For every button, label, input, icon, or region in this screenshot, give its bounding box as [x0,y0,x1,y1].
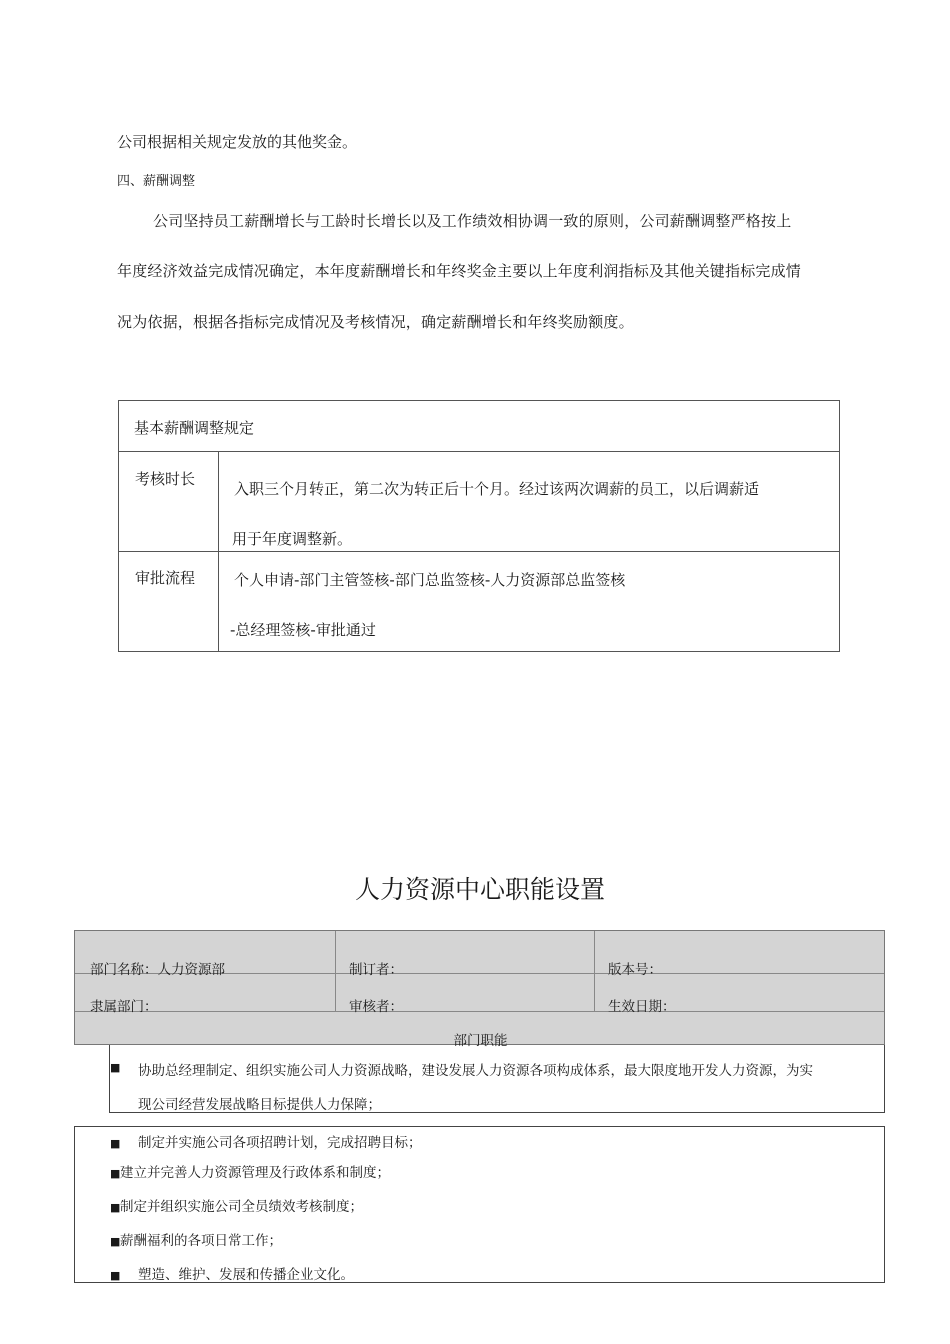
paragraph-line-1: 公司坚持员工薪酬增长与工龄时长增长以及工作绩效相协调一致的原则，公司薪酬调整严格按上 [153,212,792,230]
table-divider [75,1011,884,1012]
functions-header: 部门职能 [453,1033,508,1049]
function-item-4 [110,1195,363,1215]
review-period-line-1: 入职三个月转正，第二次为转正后十个月。经过该两次调薪的员工，以后调薪适 [234,480,760,498]
bullet-icon: ■ [110,1235,121,1248]
function-item-4-text: 制定并组织实施公司全员绩效考核制度； [120,1199,363,1215]
row-label-approval-flow: 审批流程 [135,569,196,587]
bullet-icon: ■ [110,1137,121,1150]
bullet-icon: ■ [110,1201,121,1214]
function-item-6-text: 塑造、维护、发展和传播企业文化。 [138,1267,354,1283]
approval-flow-line-1: 个人申请-部门主管签核-部门总监签核-人力资源部总监签核 [234,571,626,589]
approval-flow-line-2: -总经理签核-审批通过 [230,621,376,639]
table-divider [335,931,336,1011]
function-item-5-text: 薪酬福利的各项日常工作； [120,1233,282,1249]
function-item-1-line-1: 协助总经理制定、组织实施公司人力资源战略，建设发展人力资源各项构成体系，最大限度地开发人力资源，为实 [138,1063,813,1079]
author-label: 制订者： [349,962,403,978]
function-item-2 [110,1131,422,1151]
function-item-3 [110,1161,390,1181]
function-box-primary [109,1045,885,1113]
table-divider [594,931,595,1011]
function-item-1-line-2: 现公司经营发展战略目标提供人力保障； [138,1097,381,1113]
dept-name-label: 部门名称：人力资源部 [90,962,225,978]
table-header: 基本薪酬调整规定 [134,419,255,437]
department-info-table [74,930,885,1049]
function-item-5 [110,1229,282,1249]
review-period-line-2: 用于年度调整新。 [232,530,353,548]
function-box-list [74,1126,885,1283]
table-divider [119,451,839,452]
bullet-icon: ■ [110,1167,121,1180]
intro-line: 公司根据相关规定发放的其他奖金。 [117,133,358,151]
effective-date-label: 生效日期： [608,999,676,1015]
hr-center-title: 人力资源中心职能设置 [354,875,605,904]
function-item-6 [110,1263,354,1283]
bullet-icon: ■ [110,1061,121,1074]
section-heading: 四、薪酬调整 [117,174,196,189]
parent-dept-label: 隶属部门： [90,999,158,1015]
table-divider [119,551,839,552]
version-label: 版本号： [608,962,662,978]
paragraph-line-2: 年度经济效益完成情况确定，本年度薪酬增长和年终奖金主要以上年度利润指标及其他关键指标完成情 [117,262,802,280]
table-divider [218,451,219,651]
paragraph-line-3: 况为依据，根据各指标完成情况及考核情况，确定薪酬增长和年终奖励额度。 [117,313,634,331]
row-label-review-period: 考核时长 [135,470,196,488]
reviewer-label: 审核者： [349,999,403,1015]
function-item-2-text: 制定并实施公司各项招聘计划，完成招聘目标； [138,1135,422,1151]
salary-adjustment-table [118,400,840,652]
function-item-1 [110,1059,120,1075]
function-item-3-text: 建立并完善人力资源管理及行政体系和制度； [120,1165,390,1181]
bullet-icon: ■ [110,1269,121,1282]
